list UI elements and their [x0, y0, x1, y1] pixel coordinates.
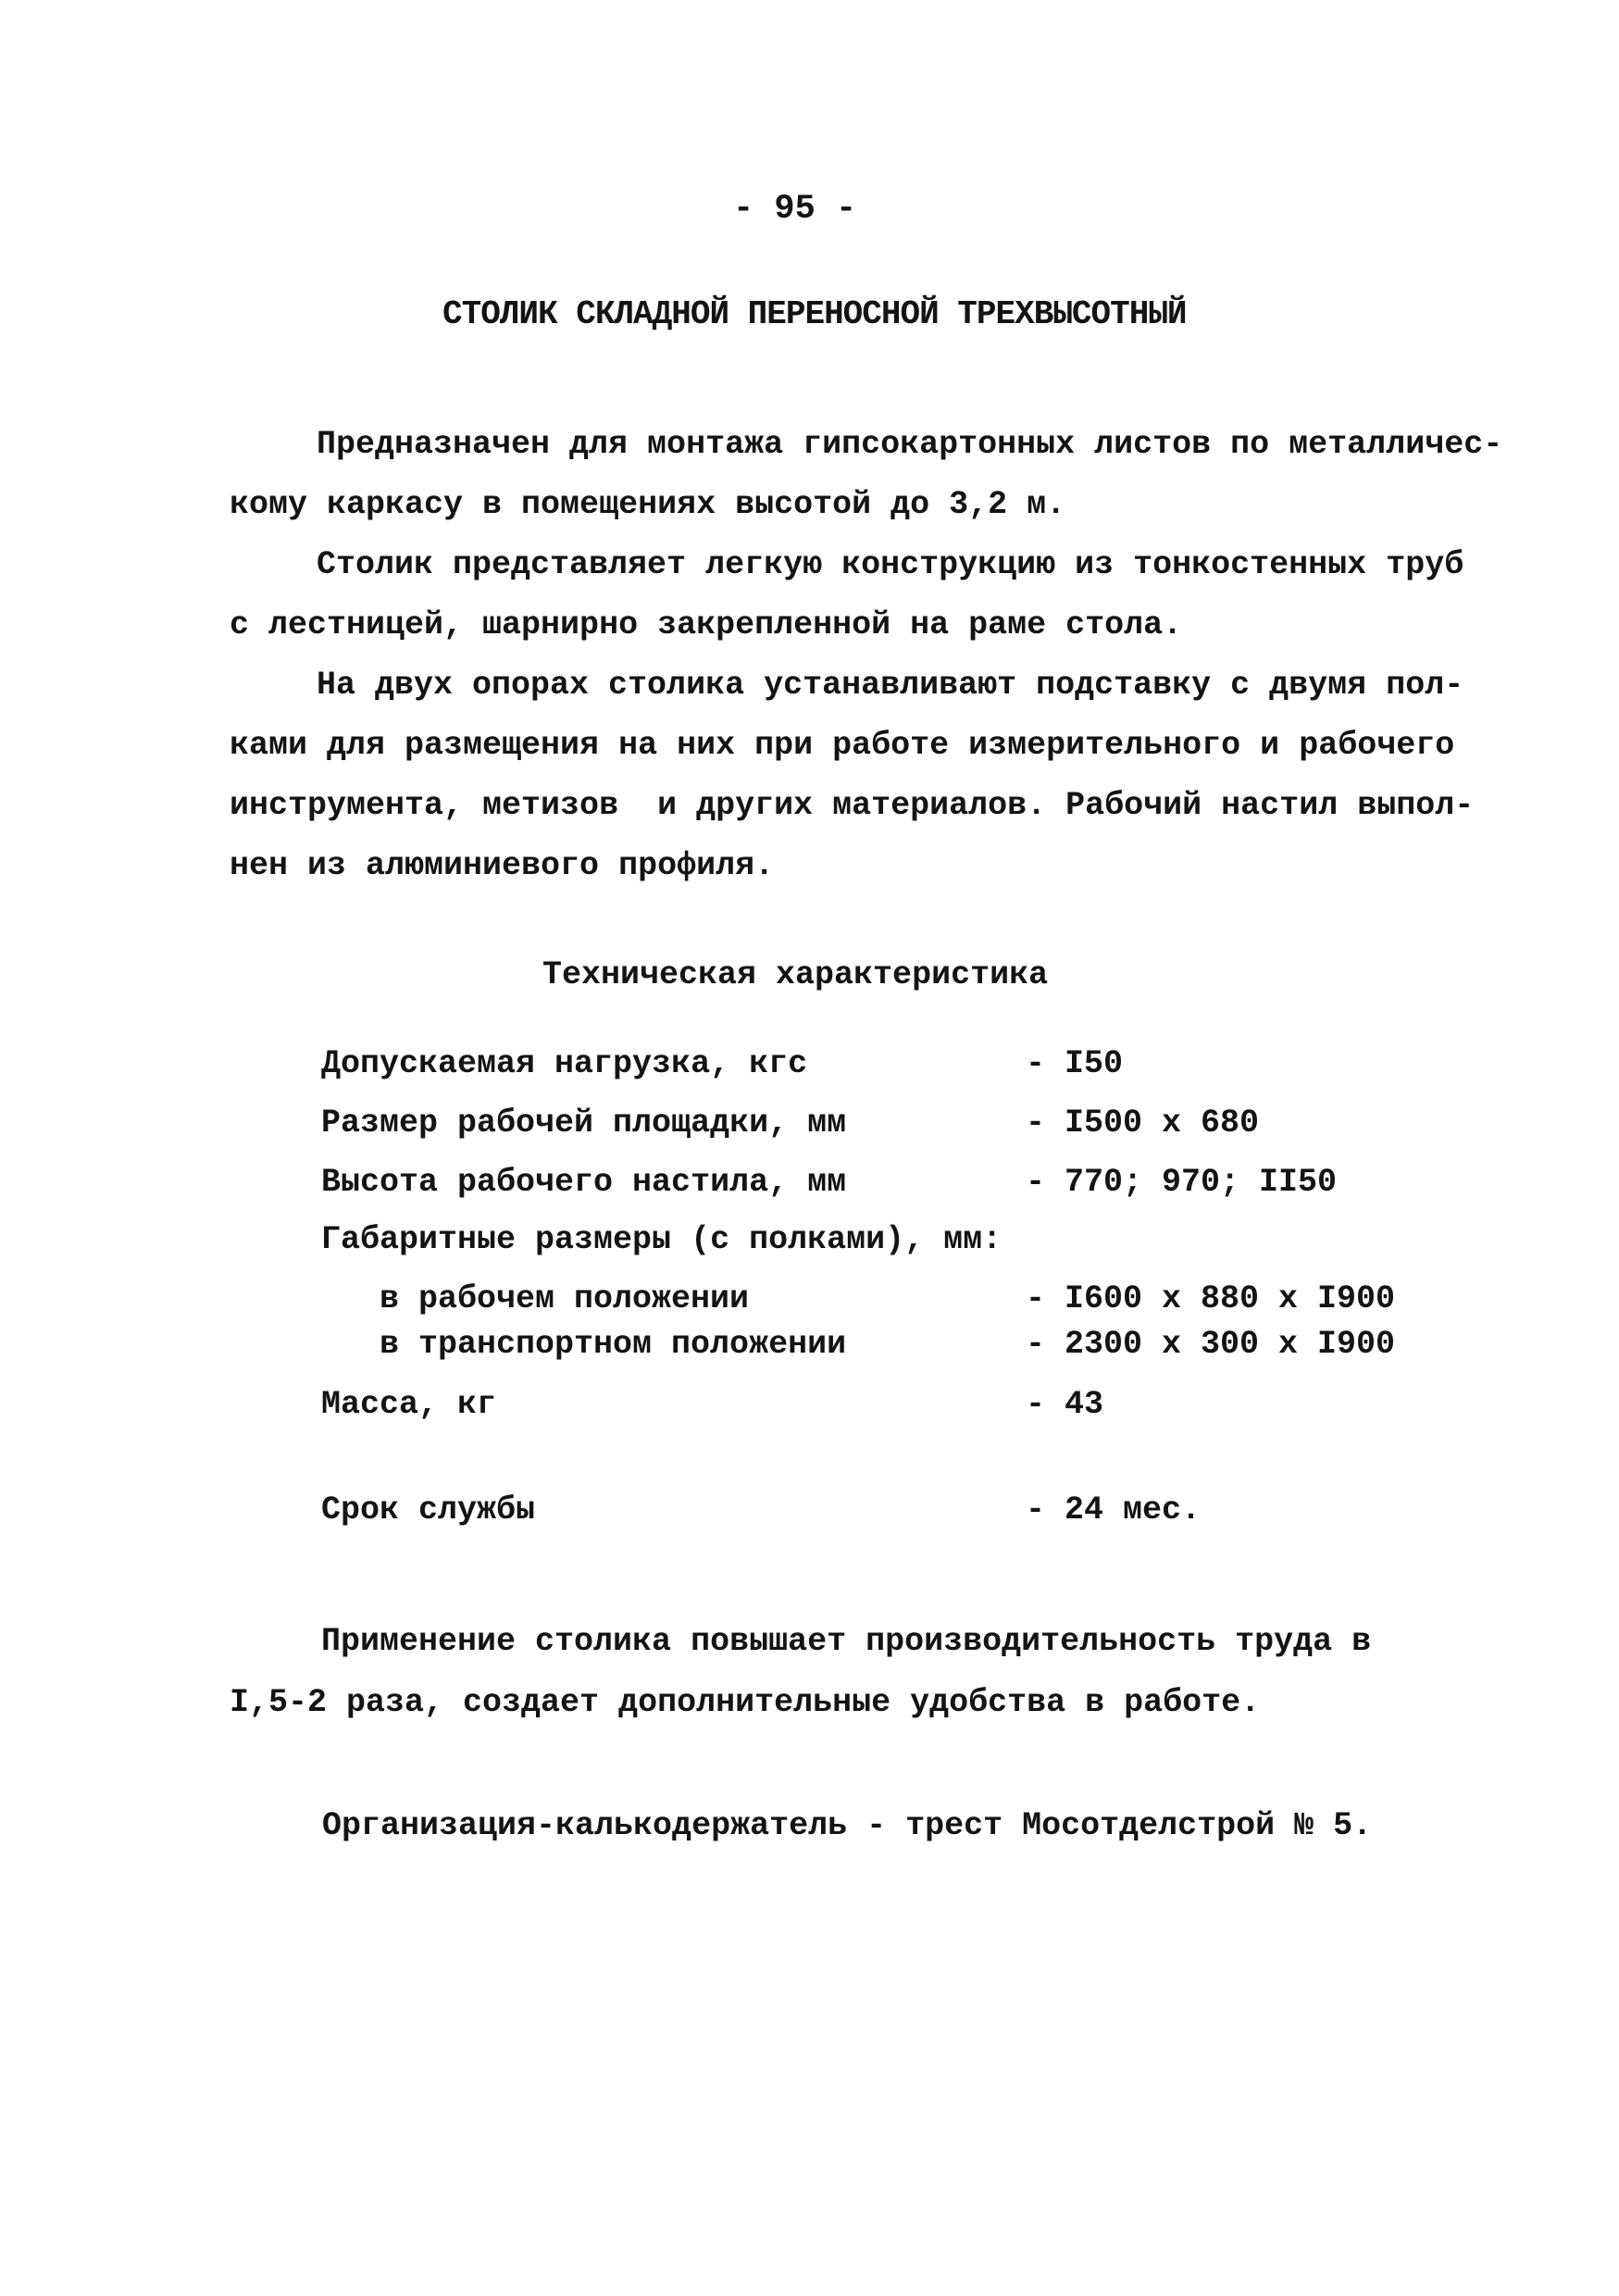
spec-value: - I50 — [1026, 1045, 1124, 1082]
paragraph-3-line-2: ками для размещения на них при работе измерительного и рабочего — [230, 727, 1455, 764]
paragraph-1-line-2: кому каркасу в помещениях высотой до 3,2 м. — [230, 486, 1066, 523]
spec-value: - 770; 970; II50 — [1026, 1164, 1338, 1201]
specs-heading: Техническая характеристика — [542, 956, 1049, 993]
spec-value: - I500 х 680 — [1026, 1104, 1260, 1142]
paragraph-2-line-2: с лестницей, шарнирно закрепленной на раме стола. — [230, 606, 1183, 643]
spec-label: Допускаемая нагрузка, кгс — [321, 1045, 808, 1082]
paragraph-3-line-1: На двух опорах столика устанавливают подставку с двумя пол- — [317, 667, 1464, 704]
spec-label: в рабочем положении — [380, 1280, 750, 1317]
spec-label: Высота рабочего настила, мм — [321, 1164, 847, 1201]
closing-line-1: Применение столика повышает производительность труда в — [321, 1623, 1372, 1660]
spec-value: - 43 — [1026, 1386, 1104, 1423]
paragraph-3-line-3: инструмента, метизов и других материалов. Рабочий настил выпол- — [230, 787, 1475, 824]
closing-line-2: I,5-2 раза, создает дополнительные удобства в работе. — [230, 1684, 1261, 1721]
spec-label: Срок службы — [321, 1491, 536, 1529]
paragraph-2-line-1: Столик представляет легкую конструкцию из тонкостенных труб — [317, 546, 1464, 583]
spec-label: Размер рабочей площадки, мм — [321, 1104, 847, 1142]
spec-value: - I600 х 880 х I900 — [1026, 1280, 1396, 1317]
organization-line: Организация-калькодержатель - трест Мосотделстрой № 5. — [322, 1807, 1373, 1844]
spec-label: Масса, кг — [321, 1386, 497, 1423]
page-number: - 95 - — [733, 190, 857, 229]
spec-value: - 24 мес. — [1026, 1491, 1202, 1529]
document-title: СТОЛИК СКЛАДНОЙ ПЕРЕНОСНОЙ ТРЕХВЫСОТНЫЙ — [442, 295, 1187, 333]
paragraph-3-line-4: нен из алюминиевого профиля. — [230, 847, 775, 884]
spec-value: - 2300 х 300 х I900 — [1026, 1326, 1396, 1363]
paragraph-1-line-1: Предназначен для монтажа гипсокартонных листов по металличес- — [317, 426, 1503, 463]
spec-label: в транспортном положении — [380, 1326, 847, 1363]
spec-label: Габаритные размеры (с полками), мм: — [321, 1221, 1003, 1258]
